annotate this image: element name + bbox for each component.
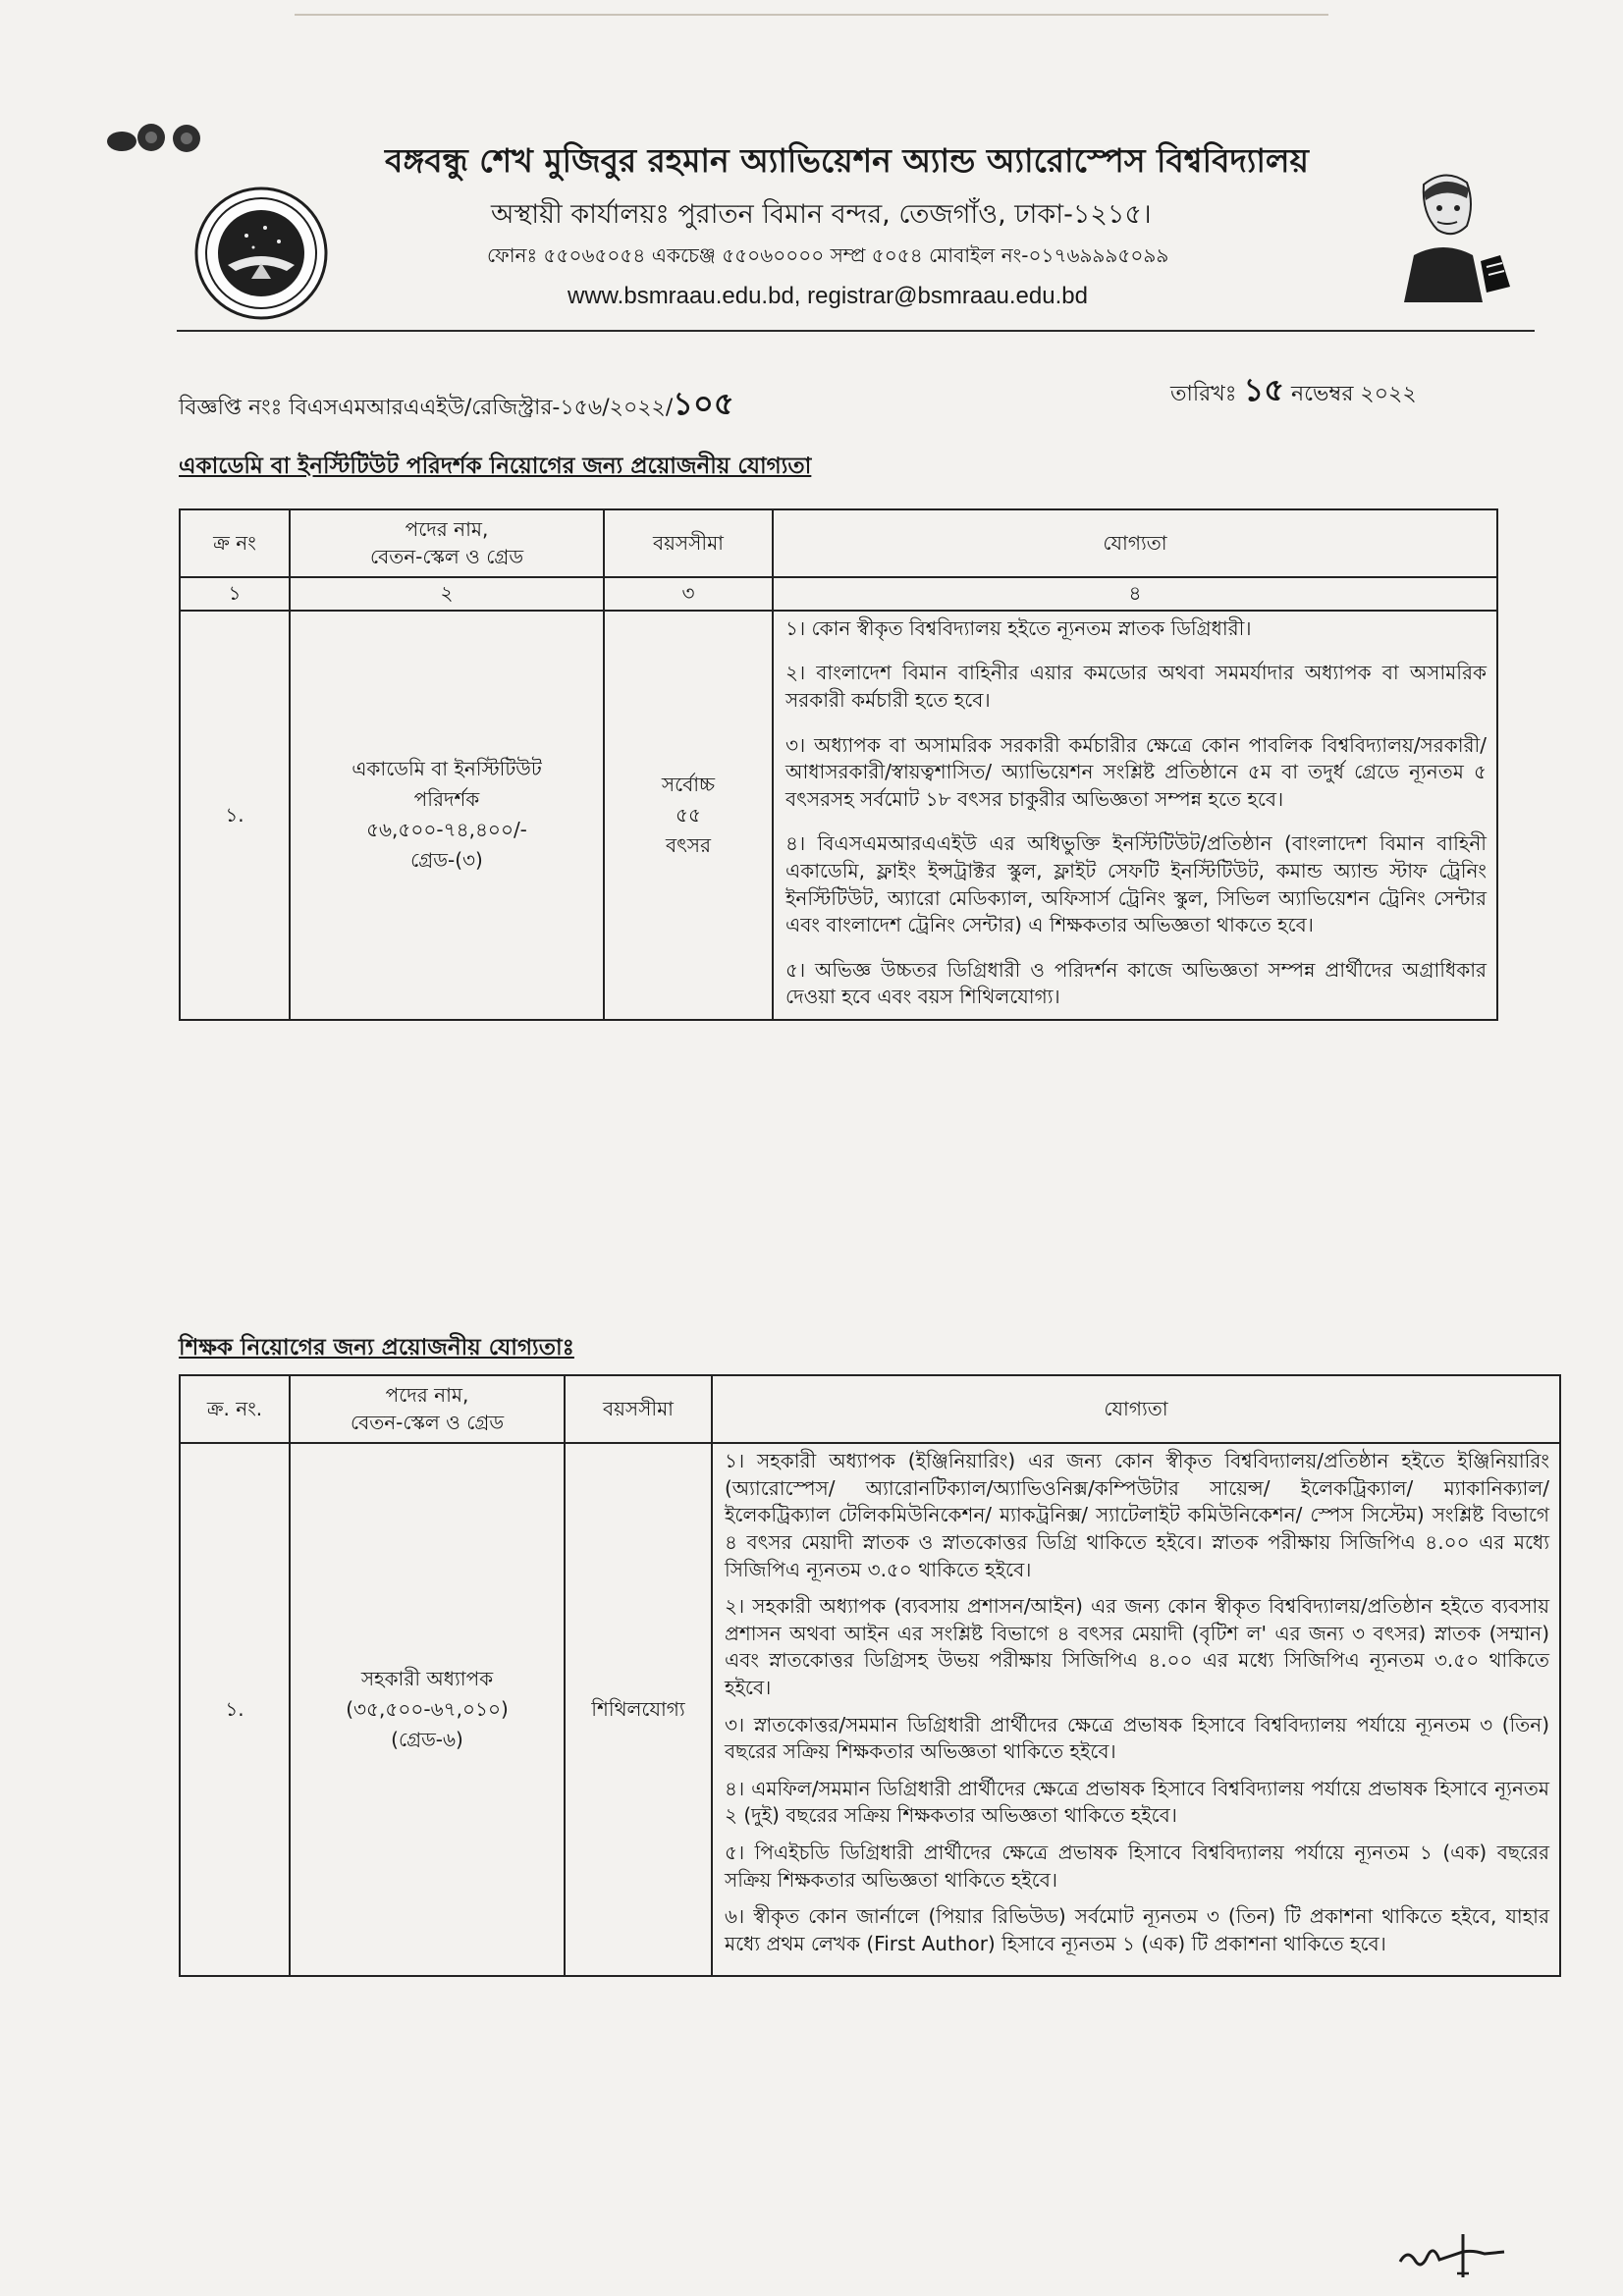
- qualification-item-4: ৪। এমফিল/সমমান ডিগ্রিধারী প্রার্থীদের ক্ষেত্রে প্রভাষক হিসাবে বিশ্ববিদ্যালয় পর্যায়ে প্রভাষক হিসাবে ন্যূনতম ২ (দুই) বছরের সক্রিয় শিক্ষকতার অভিজ্ঞতা থাকিতে হইবে।: [725, 1776, 1549, 1828]
- section-title-teacher: শিক্ষক নিয়োগের জন্য প্রয়োজনীয় যোগ্যতাঃ: [179, 1335, 574, 1361]
- memo-prefix: বিজ্ঞপ্তি নংঃ বিএসএমআরএএইউ/রেজিস্ট্রার-১৫৬/২০২২/: [179, 396, 674, 420]
- qualification-item-5: ৫। পিএইচডি ডিগ্রিধারী প্রার্থীদের ক্ষেত্রে প্রভাষক হিসাবে বিশ্ববিদ্যালয় পর্যায়ে ন্যূনতম ১ (এক) বছরের সক্রিয় শিক্ষকতার অভিজ্ঞতা থাকিতে হইবে।: [725, 1840, 1549, 1892]
- ink-smudge-icon: [106, 114, 204, 159]
- table-header-row: [180, 1375, 1560, 1443]
- post-title-line2: পরিদর্শক: [413, 787, 480, 812]
- teacher-qualification-table: [179, 1374, 1561, 1977]
- header-post: [290, 509, 604, 577]
- qualification-item-1: ১। সহকারী অধ্যাপক (ইঞ্জিনিয়ারিং) এর জন্য কোন স্বীকৃত বিশ্ববিদ্যালয়/প্রতিষ্ঠান হইতে ইঞ্জিনিয়ারিং (অ্যারোস্পেস/ অ্যারোনটিক্যাল/অ্যাভিওনিক্স/কম্পিউটার সায়েন্স/ ইলেকট্রিক্যাল/ ম্যাকানিক্যাল/ ইলেকট্রিক্যাল টেলিকমিউনিকেশন/ ম্যাকট্রনিক্স/ স্যাটেলাইট কমিউনিকেশন/ স্পেস সিস্টেম) সংশ্লিষ্ট বিভাগে ৪ বৎসর মেয়াদী স্নাতক ও স্নাতকোত্তর ডিগ্রি থাকিতে হইবে। স্নাতক পরীক্ষায় সিজিপিএ ৪.০০ এর মধ্যে সিজিপিএ ন্যূনতম ৩.৫০ থাকিতে হইবে।: [725, 1449, 1549, 1581]
- header-age: বয়সসীমা: [604, 509, 773, 577]
- col-number-1: ১: [180, 577, 290, 611]
- post-pay-scale: ৫৬,৫০০-৭৪,৪০০/-: [366, 818, 527, 842]
- office-address: অস্থায়ী কার্যালয়ঃ পুরাতন বিমান বন্দর, তেজগাঁও, ঢাকা-১২১৫।: [491, 199, 1152, 230]
- qualification-item-5: ৫। অভিজ্ঞ উচ্চতর ডিগ্রিধারী ও পরিদর্শন কাজে অভিজ্ঞতা সম্পন্ন প্রার্থীদের অগ্রাধিকার দেওয়া হবে এবং বয়স শিথিলযোগ্য।: [785, 957, 1487, 1009]
- age-line1: সর্বোচ্চ: [661, 772, 716, 796]
- web-email-line: www.bsmraau.edu.bd, registrar@bsmraau.edu.bd: [568, 283, 1088, 309]
- col-number-2: ২: [290, 577, 604, 611]
- header-qualification: যোগ্যতা: [712, 1375, 1560, 1443]
- header-serial: ক্র নং: [180, 509, 290, 577]
- university-seal-icon: [192, 185, 330, 322]
- table-row: [180, 611, 1497, 1020]
- post-grade: গ্রেড-(৩): [410, 848, 483, 873]
- column-number-row: [180, 577, 1497, 611]
- header-age: বয়সসীমা: [565, 1375, 712, 1443]
- section-title-inspector: একাডেমি বা ইনস্টিটিউট পরিদর্শক নিয়োগের জন্য প্রয়োজনীয় যোগ্যতা: [179, 454, 812, 479]
- university-name: বঙ্গবন্ধু শেখ মুজিবুর রহমান অ্যাভিয়েশন অ্যান্ড অ্যারোস্পেস বিশ্ববিদ্যালয়: [385, 141, 1309, 180]
- post-grade: (গ্রেড-৬): [391, 1728, 463, 1752]
- row-post: [290, 1443, 565, 1976]
- date-rest: নভেম্বর ২০২২: [1291, 382, 1417, 406]
- header-post-line2: বেতন-স্কেল ও গ্রেড: [350, 1410, 505, 1434]
- date-handwritten-day: ১৫: [1243, 371, 1284, 408]
- qualification-item-2: ২। সহকারী অধ্যাপক (ব্যবসায় প্রশাসন/আইন) এর জন্য কোন স্বীকৃত বিশ্ববিদ্যালয়/প্রতিষ্ঠান হইতে ব্যবসায় প্রশাসন অথবা আইন এর সংশ্লিষ্ট বিভাগে ৪ বৎসর মেয়াদী (বৃটিশ ল' এর জন্য ৩ বৎসর) স্নাতক (সম্মান) এবং স্নাতকোত্তর ডিগ্রিসহ উভয় পরীক্ষায় সিজিপিএ ৪.০০ এর মধ্যে সিজিপিএ ন্যূনতম ৩.৫০ থাকিতে হইবে।: [725, 1594, 1549, 1699]
- scan-edge-line: [295, 14, 1328, 16]
- row-age: শিথিলযোগ্য: [565, 1443, 712, 1976]
- header-post-line2: বেতন-স্কেল ও গ্রেড: [369, 544, 524, 568]
- age-line3: বৎসর: [665, 832, 712, 857]
- row-serial: ১.: [180, 1443, 290, 1976]
- qualification-item-2: ২। বাংলাদেশ বিমান বাহিনীর এয়ার কমডোর অথবা সমমর্যাদার অধ্যাপক বা অসামরিক সরকারী কর্মচারী হতে হবে।: [785, 661, 1487, 712]
- qualification-item-3: ৩। স্নাতকোত্তর/সমমান ডিগ্রিধারী প্রার্থীদের ক্ষেত্রে প্রভাষক হিসাবে বিশ্ববিদ্যালয় পর্যায়ে ন্যূনতম ৩ (তিন) বছরের সক্রিয় শিক্ষকতার অভিজ্ঞতা থাকিতে হইবে।: [725, 1712, 1549, 1764]
- qualification-item-4: ৪। বিএসএমআরএএইউ এর অধিভুক্তি ইনস্টিটিউট/প্রতিষ্ঠান (বাংলাদেশ বিমান বাহিনী একাডেমি, ফ্লাইং ইন্সট্রাক্টর স্কুল, ফ্লাইট সেফটি ইনস্টিটিউট, কমান্ড অ্যান্ড স্টাফ ট্রেনিং ইনস্টিটিউট, অ্যারো মেডিক্যাল, অফিসার্স ট্রেনিং স্কুল, সিভিল অ্যাভিয়েশন ট্রেনিং সেন্টার এবং বাংলাদেশ ট্রেনিং সেন্টার) এ শিক্ষকতার অভিজ্ঞতা থাকতে হবে।: [785, 831, 1487, 937]
- signature-icon: [1394, 2222, 1512, 2281]
- date-label: তারিখঃ: [1170, 382, 1237, 406]
- memo-date: [1170, 365, 1417, 418]
- inspector-qualification-table: [179, 508, 1498, 1021]
- header-post: [290, 1375, 565, 1443]
- row-post: [290, 611, 604, 1020]
- header-post-line1: পদের নাম,: [405, 517, 489, 541]
- memo-number: [179, 379, 734, 432]
- post-title: সহকারী অধ্যাপক: [360, 1667, 494, 1691]
- age-line2: ৫৫: [676, 802, 701, 827]
- header-post-line1: পদের নাম,: [385, 1383, 469, 1407]
- row-serial: ১.: [180, 611, 290, 1020]
- col-number-3: ৩: [604, 577, 773, 611]
- mujib-borsho-portrait-icon: [1384, 165, 1542, 302]
- row-qualifications: [773, 611, 1497, 1020]
- row-age: [604, 611, 773, 1020]
- col-number-4: ৪: [773, 577, 1497, 611]
- header-qualification: যোগ্যতা: [773, 509, 1497, 577]
- table-row: [180, 1443, 1560, 1976]
- header-serial: ক্র. নং.: [180, 1375, 290, 1443]
- qualification-item-3: ৩। অধ্যাপক বা অসামরিক সরকারী কর্মচারীর ক্ষেত্রে কোন পাবলিক বিশ্ববিদ্যালয়/সরকারী/আধাসরকারী/স্বায়ত্বশাসিত/ অ্যাভিয়েশন সংশ্লিষ্ট প্রতিষ্ঠানে ৫ম বা তদুর্ধ গ্রেডে ন্যূনতম ৫ বৎসরসহ সর্বমোট ১৮ বৎসর চাকুরীর অভিজ্ঞতা সম্পন্ন হতে হবে।: [785, 732, 1487, 811]
- row-qualifications: [712, 1443, 1560, 1976]
- memo-handwritten-number: ১০৫: [673, 385, 734, 422]
- qualification-item-1: ১। কোন স্বীকৃত বিশ্ববিদ্যালয় হইতে ন্যূনতম স্নাতক ডিগ্রিধারী।: [785, 615, 1252, 640]
- post-title-line1: একাডেমি বা ইনস্টিটিউট: [352, 757, 542, 781]
- phone-line: ফোনঃ ৫৫০৬৫০৫৪ একচেঞ্জ ৫৫০৬০০০০ সম্প্র ৫০৫৪ মোবাইল নং-০১৭৬৯৯৯৫০৯৯: [487, 243, 1169, 267]
- table-header-row: [180, 509, 1497, 577]
- header-divider: [177, 330, 1535, 332]
- post-pay-scale: (৩৫,৫০০-৬৭,০১০): [346, 1697, 509, 1722]
- qualification-item-6: ৬। স্বীকৃত কোন জার্নালে (পিয়ার রিভিউড) সর্বমোট ন্যূনতম ৩ (তিন) টি প্রকাশনা থাকিতে হইবে, যাহার মধ্যে প্রথম লেখক (First Author) হিসাবে ন্যূনতম ১ (এক) টি প্রকাশনা থাকিতে হবে।: [725, 1904, 1549, 1955]
